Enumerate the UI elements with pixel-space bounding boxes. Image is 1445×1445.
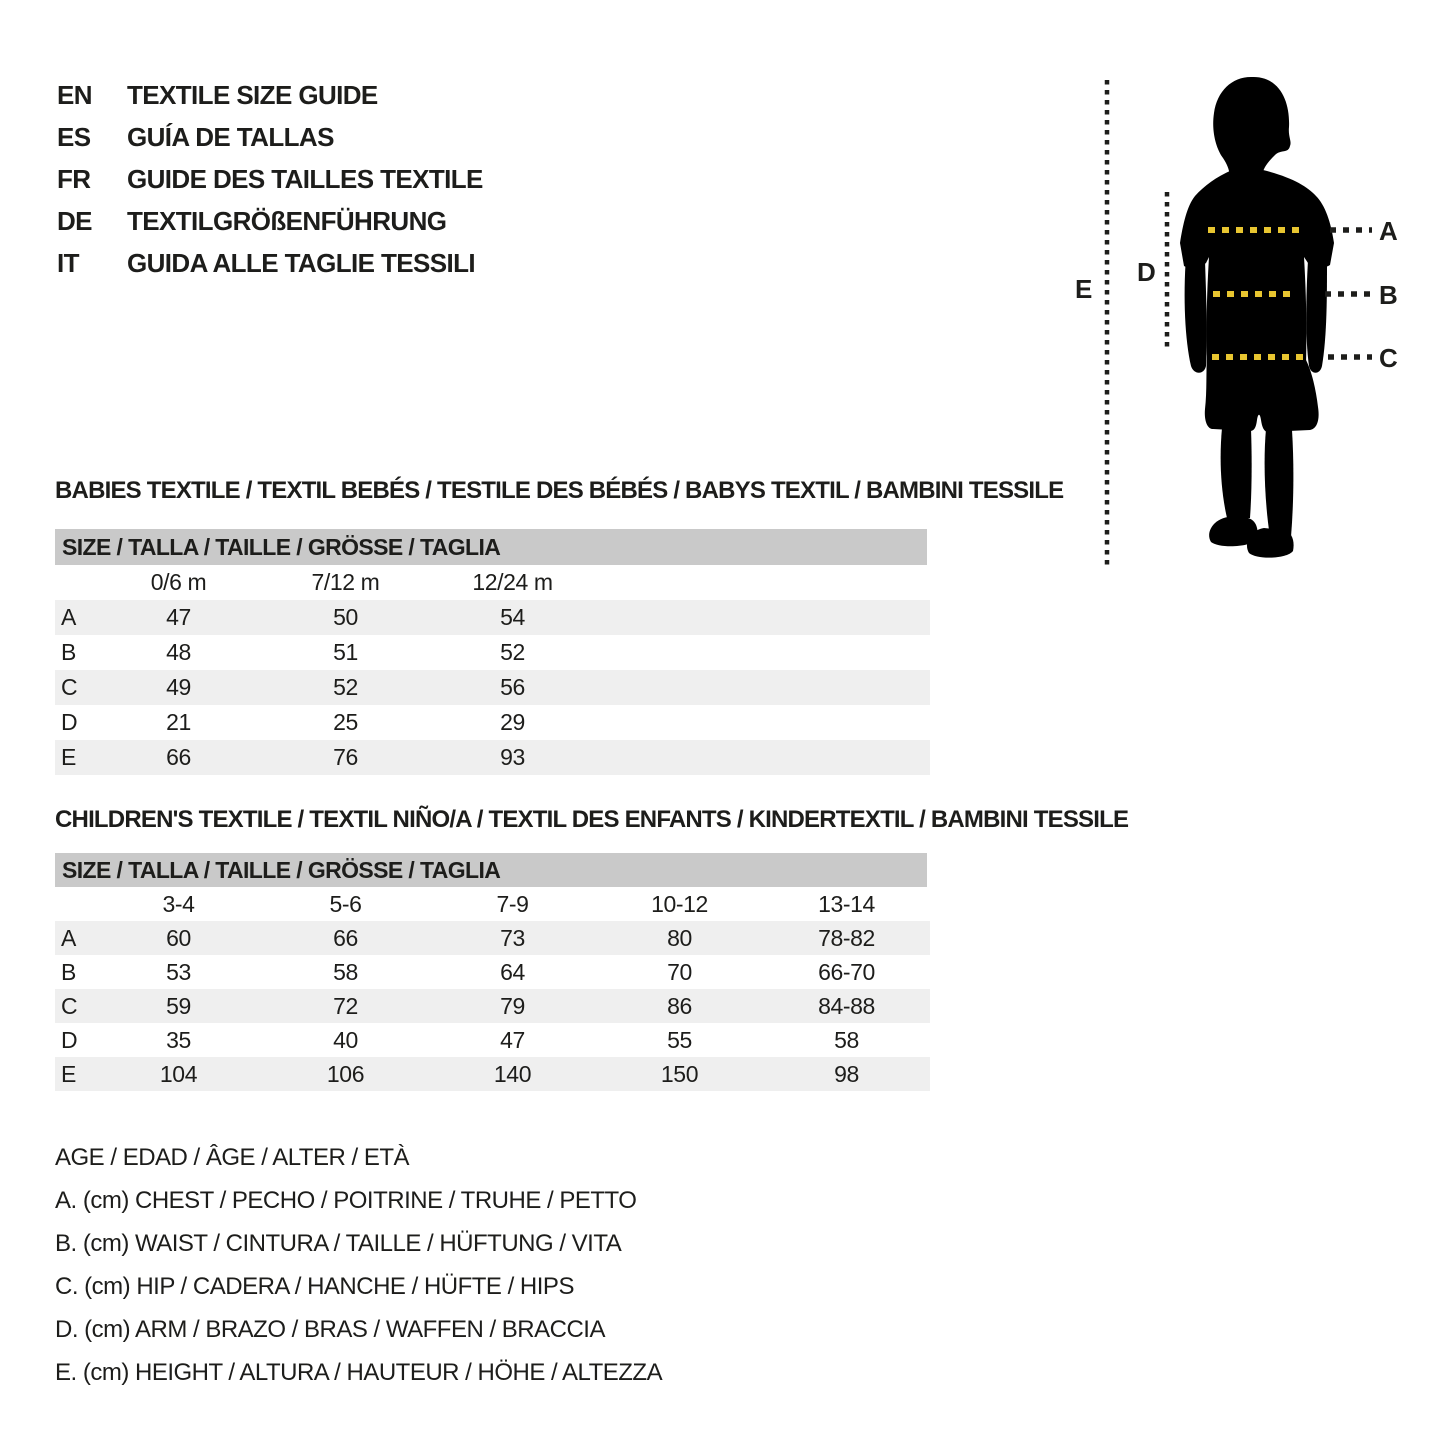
row-label: B xyxy=(61,639,76,665)
table-cell: 47 xyxy=(166,604,191,630)
table-cell: 72 xyxy=(333,992,358,1019)
table-cell: 80 xyxy=(667,924,692,951)
babies-col-0-6m: 0/6 m xyxy=(150,569,207,595)
legend-arm: D. (cm) ARM / BRAZO / BRAS / WAFFEN / BRACCIA xyxy=(55,1315,605,1343)
legend-hip: C. (cm) HIP / CADERA / HANCHE / HÜFTE / HIPS xyxy=(55,1272,574,1300)
lang-row-es xyxy=(57,116,483,158)
child-silhouette-icon xyxy=(1180,77,1334,558)
babies-column-header-row xyxy=(55,565,930,600)
lang-code: FR xyxy=(57,163,91,194)
row-label: A xyxy=(61,604,76,630)
table-cell: 52 xyxy=(500,639,525,665)
table-row xyxy=(55,600,930,635)
row-label: B xyxy=(61,958,76,985)
table-cell: 79 xyxy=(500,992,525,1019)
table-cell: 21 xyxy=(166,709,191,735)
table-row xyxy=(55,1023,930,1057)
table-cell: 59 xyxy=(166,992,191,1019)
table-cell: 93 xyxy=(500,744,525,770)
lang-code: IT xyxy=(57,247,79,278)
table-cell: 70 xyxy=(667,958,692,985)
table-cell: 58 xyxy=(834,1026,859,1053)
babies-size-header-bar xyxy=(55,529,927,565)
lang-row-it xyxy=(57,242,483,284)
table-cell: 50 xyxy=(333,604,358,630)
table-row xyxy=(55,955,930,989)
children-section-title: CHILDREN'S TEXTILE / TEXTIL NIÑO/A / TEXTIL DES ENFANTS / KINDERTEXTIL / BAMBINI TESSILE xyxy=(55,806,1129,833)
table-cell: 64 xyxy=(500,958,525,985)
children-col-3-4: 3-4 xyxy=(162,890,195,917)
row-label: E xyxy=(61,744,76,770)
table-cell: 40 xyxy=(333,1026,358,1053)
table-cell: 51 xyxy=(333,639,358,665)
children-col-7-9: 7-9 xyxy=(496,890,529,917)
table-cell: 52 xyxy=(333,674,358,700)
lang-row-en xyxy=(57,74,483,116)
guide-title: TEXTILGRÖßENFÜHRUNG xyxy=(127,205,447,236)
table-cell: 84-88 xyxy=(818,992,875,1019)
guide-title: GUIDA ALLE TAGLIE TESSILI xyxy=(127,247,476,278)
table-cell: 106 xyxy=(326,1060,365,1087)
lang-row-fr xyxy=(57,158,483,200)
table-cell: 49 xyxy=(166,674,191,700)
babies-table xyxy=(55,565,930,775)
table-cell: 60 xyxy=(166,924,191,951)
legend-height: E. (cm) HEIGHT / ALTURA / HAUTEUR / HÖHE / ALTEZZA xyxy=(55,1358,663,1386)
lang-row-de xyxy=(57,200,483,242)
babies-col-7-12m: 7/12 m xyxy=(311,569,380,595)
lang-code: DE xyxy=(57,205,92,236)
table-cell: 55 xyxy=(667,1026,692,1053)
table-row xyxy=(55,1057,930,1091)
table-cell: 54 xyxy=(500,604,525,630)
table-cell: 53 xyxy=(166,958,191,985)
children-column-header-row xyxy=(55,887,930,921)
table-cell: 98 xyxy=(834,1060,859,1087)
table-cell: 29 xyxy=(500,709,525,735)
table-cell: 66 xyxy=(333,924,358,951)
babies-col-12-24m: 12/24 m xyxy=(472,569,553,595)
table-cell: 76 xyxy=(333,744,358,770)
table-cell: 140 xyxy=(493,1060,532,1087)
table-cell: 104 xyxy=(159,1060,198,1087)
legend-waist: B. (cm) WAIST / CINTURA / TAILLE / HÜFTUNG / VITA xyxy=(55,1229,622,1257)
table-cell: 56 xyxy=(500,674,525,700)
row-label: D xyxy=(61,1026,78,1053)
table-row xyxy=(55,670,930,705)
row-label: E xyxy=(61,1060,76,1087)
table-cell: 66-70 xyxy=(818,958,875,985)
table-cell: 73 xyxy=(500,924,525,951)
label-D: D xyxy=(1137,257,1156,287)
table-cell: 25 xyxy=(333,709,358,735)
row-label: C xyxy=(61,674,78,700)
lang-code: ES xyxy=(57,121,91,152)
table-cell: 48 xyxy=(166,639,191,665)
table-row xyxy=(55,740,930,775)
babies-size-header-label: SIZE / TALLA / TAILLE / GRÖSSE / TAGLIA xyxy=(62,533,501,560)
children-size-header-label: SIZE / TALLA / TAILLE / GRÖSSE / TAGLIA xyxy=(62,856,501,883)
table-row xyxy=(55,921,930,955)
table-cell: 150 xyxy=(660,1060,699,1087)
guide-title: GUÍA DE TALLAS xyxy=(127,121,334,152)
table-row xyxy=(55,989,930,1023)
row-label: D xyxy=(61,709,78,735)
babies-section-title: BABIES TEXTILE / TEXTIL BEBÉS / TESTILE DES BÉBÉS / BABYS TEXTIL / BAMBINI TESSILE xyxy=(55,477,1064,504)
table-cell: 58 xyxy=(333,958,358,985)
language-title-block xyxy=(57,74,483,284)
row-label: C xyxy=(61,992,78,1019)
legend-chest: A. (cm) CHEST / PECHO / POITRINE / TRUHE / PETTO xyxy=(55,1186,637,1214)
children-table xyxy=(55,887,930,1091)
label-C: C xyxy=(1379,343,1398,373)
row-label: A xyxy=(61,924,76,951)
table-cell: 66 xyxy=(166,744,191,770)
table-cell: 35 xyxy=(166,1026,191,1053)
label-B: B xyxy=(1379,280,1398,310)
table-cell: 78-82 xyxy=(818,924,875,951)
table-row xyxy=(55,635,930,670)
label-A: A xyxy=(1379,216,1398,246)
child-measurement-diagram xyxy=(1030,55,1445,595)
children-col-5-6: 5-6 xyxy=(329,890,362,917)
children-col-13-14: 13-14 xyxy=(818,890,875,917)
guide-title: GUIDE DES TAILLES TEXTILE xyxy=(127,163,483,194)
table-cell: 47 xyxy=(500,1026,525,1053)
measurement-legend xyxy=(55,1136,662,1394)
guide-title: TEXTILE SIZE GUIDE xyxy=(127,79,378,110)
table-cell: 86 xyxy=(667,992,692,1019)
table-row xyxy=(55,705,930,740)
label-E: E xyxy=(1075,274,1092,304)
children-size-header-bar xyxy=(55,853,927,887)
lang-code: EN xyxy=(57,79,92,110)
children-col-10-12: 10-12 xyxy=(651,890,708,917)
legend-age: AGE / EDAD / ÂGE / ALTER / ETÀ xyxy=(55,1143,409,1171)
